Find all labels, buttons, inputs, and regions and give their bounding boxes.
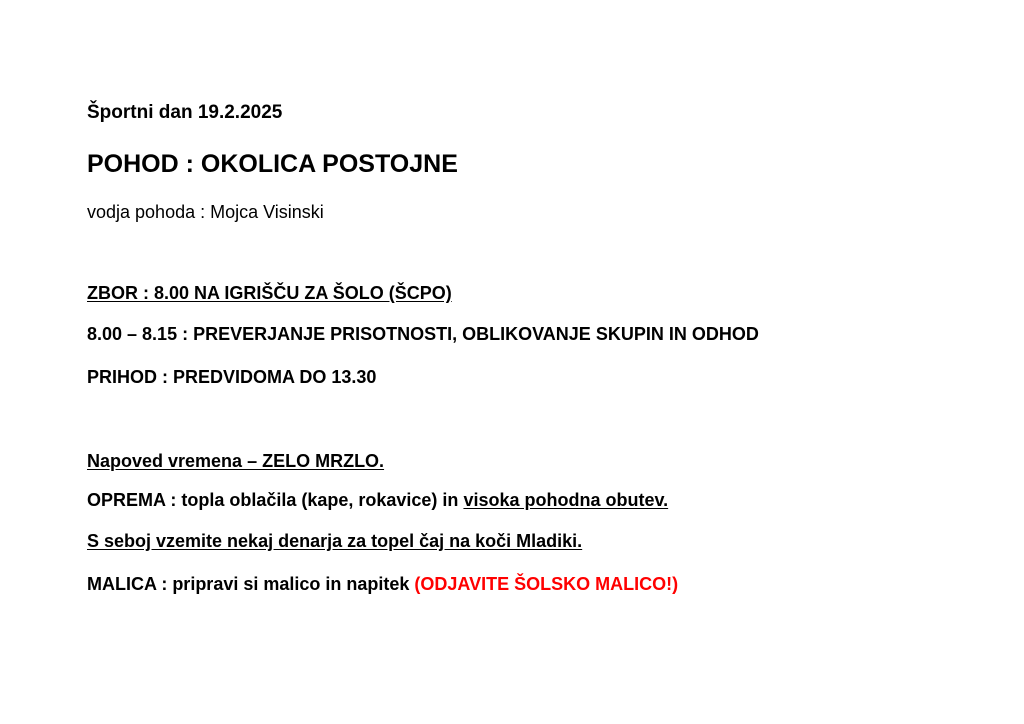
leader-line: vodja pohoda : Mojca Visinski (87, 202, 324, 222)
weather-line: Napoved vremena – ZELO MRZLO. (87, 451, 385, 471)
gathering-line: ZBOR : 8.00 NA IGRIŠČU ZA ŠOLO (ŠCPO) (87, 283, 452, 303)
schedule-line: 8.00 – 8.15 : PREVERJANJE PRISOTNOSTI, OBLIKOVANJE SKUPIN IN ODHOD (87, 324, 759, 344)
page-title: POHOD : OKOLICA POSTOJNE (87, 150, 458, 178)
equipment-line (87, 489, 668, 511)
lunch-text: MALICA : pripravi si malico in napitek (87, 574, 415, 594)
arrival-line: PRIHOD : PREDVIDOMA DO 13.30 (87, 367, 377, 387)
date-line: Športni dan 19.2.2025 (87, 102, 283, 123)
equipment-text: OPREMA : topla oblačila (kape, rokavice) in (87, 490, 464, 510)
lunch-line (87, 573, 678, 595)
lunch-warning: (ODJAVITE ŠOLSKO MALICO!) (414, 574, 679, 594)
equipment-emphasis: visoka pohodna obutev. (463, 490, 669, 510)
money-line: S seboj vzemite nekaj denarja za topel čaj na koči Mladiki. (87, 531, 583, 551)
